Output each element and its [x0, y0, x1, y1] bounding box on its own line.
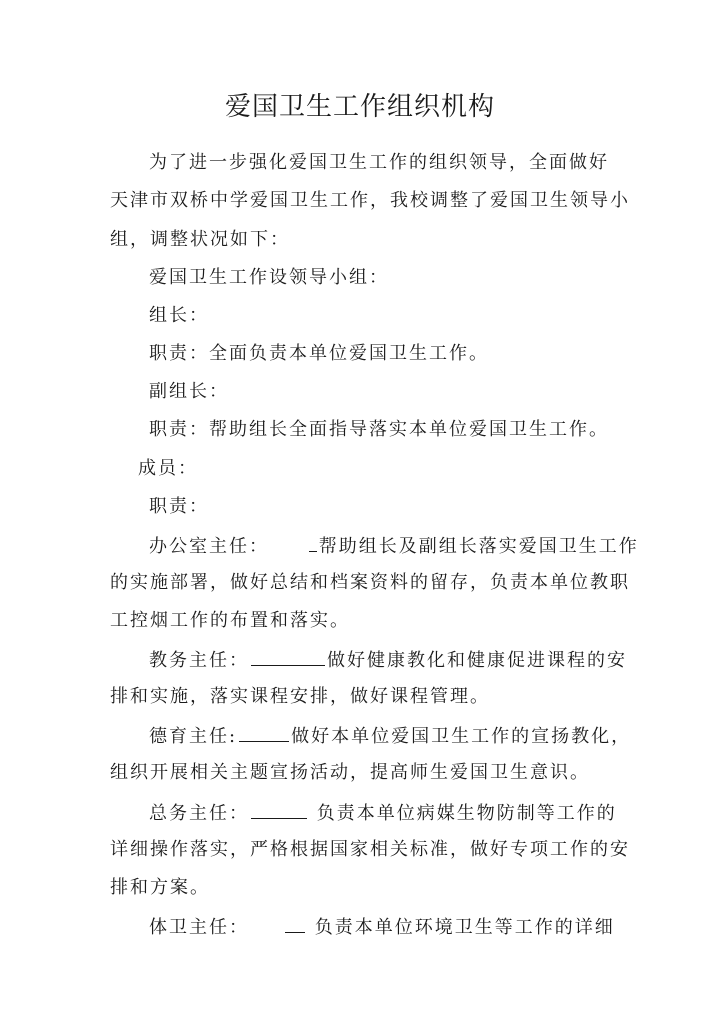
leader-label: 组长： [149, 305, 209, 326]
general-blank [251, 800, 307, 819]
office-director-label: 办公室主任： [149, 536, 269, 557]
intro-line-1: 为了进一步强化爱国卫生工作的组织领导，全面做好 [149, 152, 609, 173]
pe-director-label: 体卫主任： [149, 917, 249, 938]
moral-director-label: 德育主任: [149, 726, 238, 747]
deputy-duty: 职责：帮助组长全面指导落实本单位爱国卫生工作。 [149, 419, 609, 440]
intro-line-2: 天津市双桥中学爱国卫生工作，我校调整了爱国卫生领导小 [110, 190, 630, 211]
group-heading: 爱国卫生工作设领导小组： [149, 267, 389, 288]
moral-blank [239, 723, 289, 742]
general-director-label: 总务主任： [149, 803, 249, 824]
moral-director-text: 做好本单位爱国卫生工作的宣扬教化， [291, 726, 632, 747]
academic-director-label: 教务主任： [149, 650, 249, 671]
member-label: 成员： [138, 458, 198, 479]
general-director-line-2: 详细操作落实，严格根据国家相关标准，做好专项工作的安 [110, 839, 630, 860]
office-director-line-2: 的实施部署，做好总结和档案资料的留存，负责本单位教职 [110, 572, 630, 593]
moral-director-line-2: 组织开展相关主题宣扬活动，提高师生爱国卫生意识。 [110, 762, 590, 783]
academic-director-line-1 [149, 647, 627, 673]
academic-director-line-2: 排和实施，落实课程安排，做好课程管理。 [110, 686, 490, 707]
academic-director-text: 做好健康教化和健康促进课程的安 [327, 650, 627, 671]
document-title: 爱国卫生工作组织机构 [224, 92, 495, 122]
moral-director-line-1 [149, 723, 631, 749]
leader-duty: 职责：全面负责本单位爱国卫生工作。 [149, 343, 489, 364]
intro-line-3: 组，调整状况如下： [110, 229, 290, 250]
general-director-text: 负责本单位病媒生物防制等工作的 [316, 803, 617, 824]
office-director-line-3: 工控烟工作的布置和落实。 [110, 610, 350, 631]
office-blank [309, 533, 317, 552]
general-director-line-1 [149, 800, 617, 826]
general-director-line-3: 排和方案。 [110, 877, 210, 898]
office-director-text: 帮助组长及副组长落实爱国卫生工作 [318, 536, 639, 557]
office-director-line-1 [149, 533, 639, 559]
pe-director-line-1 [149, 914, 615, 940]
pe-director-text: 负责本单位环境卫生等工作的详细 [314, 917, 615, 938]
academic-blank [251, 647, 325, 666]
member-duty: 职责： [149, 496, 209, 517]
deputy-label: 副组长： [149, 381, 229, 402]
pe-blank [285, 914, 305, 933]
